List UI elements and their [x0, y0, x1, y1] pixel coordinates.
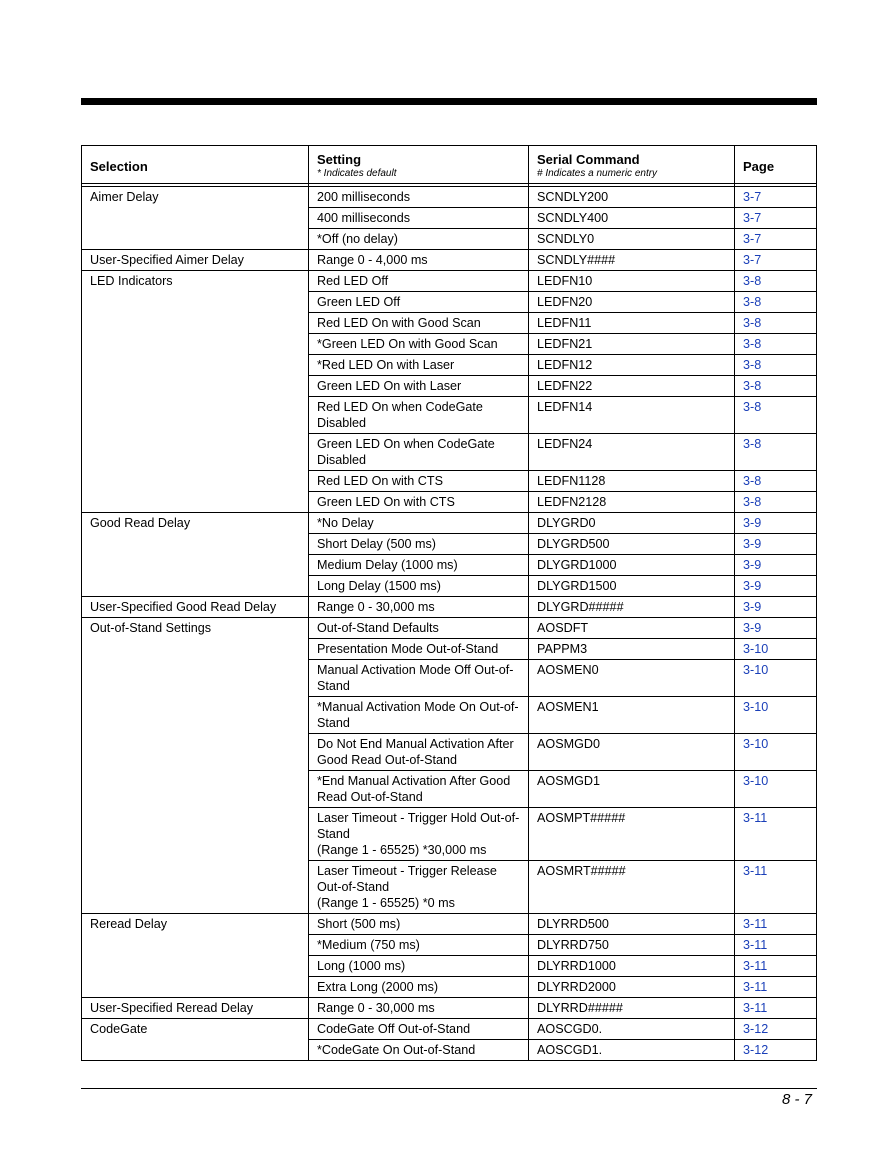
serial-command-cell: LEDFN20: [529, 292, 735, 313]
table-row: [82, 334, 817, 355]
setting-range-text: (Range 1 - 65525) *0 ms: [317, 896, 455, 910]
page-link[interactable]: 3-8: [743, 295, 762, 309]
page-link[interactable]: 3-8: [743, 379, 762, 393]
setting-text: Laser Timeout - Trigger Release Out-of-Stand: [317, 864, 497, 894]
selection-cell: [82, 534, 309, 555]
setting-cell: [309, 734, 529, 771]
page-cell: [735, 355, 817, 376]
setting-text: Red LED Off: [317, 274, 389, 288]
setting-text: *Red LED On with Laser: [317, 358, 455, 372]
setting-text: Red LED On with Good Scan: [317, 316, 481, 330]
setting-cell: [309, 376, 529, 397]
serial-command-cell: LEDFN10: [529, 271, 735, 292]
serial-command-cell: DLYRRD2000: [529, 977, 735, 998]
setting-text: Green LED Off: [317, 295, 401, 309]
setting-text: Long (1000 ms): [317, 959, 406, 973]
setting-cell: [309, 292, 529, 313]
page-cell: [735, 434, 817, 471]
table-row: [82, 771, 817, 808]
setting-cell: [309, 771, 529, 808]
page-cell: [735, 271, 817, 292]
serial-command-cell: DLYGRD1000: [529, 555, 735, 576]
serial-command-cell: AOSCGD1.: [529, 1040, 735, 1061]
table-row: [82, 376, 817, 397]
col-header-page: Page: [735, 146, 817, 184]
footer-rule: [81, 1088, 817, 1089]
page-link[interactable]: 3-11: [743, 864, 768, 878]
page-cell: [735, 555, 817, 576]
selection-cell: [82, 771, 309, 808]
page-cell: [735, 397, 817, 434]
page-link[interactable]: 3-11: [743, 1001, 768, 1015]
header-rule: [81, 98, 817, 105]
setting-cell: [309, 808, 529, 861]
page-link[interactable]: 3-7: [743, 232, 762, 246]
serial-command-cell: LEDFN22: [529, 376, 735, 397]
table-row: [82, 1019, 817, 1040]
setting-cell: [309, 187, 529, 208]
setting-text: Green LED On with Laser: [317, 379, 462, 393]
page-cell: [735, 334, 817, 355]
selection-cell: [82, 861, 309, 914]
page-cell: [735, 597, 817, 618]
selection-cell: Reread Delay: [82, 914, 309, 935]
page-link[interactable]: 3-9: [743, 537, 762, 551]
selection-cell: [82, 434, 309, 471]
selection-cell: [82, 208, 309, 229]
page-cell: [735, 492, 817, 513]
selection-cell: Out-of-Stand Settings: [82, 618, 309, 639]
table-row: [82, 660, 817, 697]
page-cell: [735, 734, 817, 771]
table-row: [82, 208, 817, 229]
page-link[interactable]: 3-11: [743, 959, 768, 973]
selection-cell: [82, 576, 309, 597]
col-header-selection: Selection: [82, 146, 309, 184]
page-link[interactable]: 3-8: [743, 400, 762, 414]
setting-text: Short Delay (500 ms): [317, 537, 436, 551]
selection-cell: [82, 639, 309, 660]
setting-text: Presentation Mode Out-of-Stand: [317, 642, 499, 656]
table-row: [82, 639, 817, 660]
setting-text: *Manual Activation Mode On Out-of-Stand: [317, 700, 519, 730]
table-row: [82, 355, 817, 376]
selection-cell: [82, 397, 309, 434]
table-row: [82, 956, 817, 977]
serial-command-cell: DLYGRD#####: [529, 597, 735, 618]
serial-command-cell: LEDFN14: [529, 397, 735, 434]
table-row: [82, 271, 817, 292]
serial-command-cell: LEDFN2128: [529, 492, 735, 513]
page-link[interactable]: 3-10: [743, 774, 769, 788]
page-cell: [735, 576, 817, 597]
serial-command-cell: AOSDFT: [529, 618, 735, 639]
selection-cell: [82, 935, 309, 956]
table-row: [82, 434, 817, 471]
page-cell: [735, 292, 817, 313]
setting-cell: [309, 639, 529, 660]
serial-command-cell: LEDFN21: [529, 334, 735, 355]
page-link[interactable]: 3-8: [743, 474, 762, 488]
setting-cell: [309, 434, 529, 471]
serial-command-cell: AOSCGD0.: [529, 1019, 735, 1040]
selection-cell: [82, 334, 309, 355]
serial-command-cell: SCNDLY####: [529, 250, 735, 271]
setting-cell: [309, 660, 529, 697]
page-link[interactable]: 3-11: [743, 980, 768, 994]
page-link[interactable]: 3-12: [743, 1022, 769, 1036]
selection-cell: Good Read Delay: [82, 513, 309, 534]
page-link[interactable]: 3-9: [743, 558, 762, 572]
table-row: [82, 697, 817, 734]
serial-command-cell: SCNDLY0: [529, 229, 735, 250]
table-row: [82, 313, 817, 334]
setting-cell: [309, 956, 529, 977]
page-link[interactable]: 3-9: [743, 516, 762, 530]
selection-cell: Aimer Delay: [82, 187, 309, 208]
selection-cell: [82, 492, 309, 513]
setting-cell: [309, 513, 529, 534]
setting-text: Range 0 - 30,000 ms: [317, 600, 435, 614]
serial-command-cell: AOSMRT#####: [529, 861, 735, 914]
page-cell: [735, 771, 817, 808]
table-row: [82, 977, 817, 998]
page-cell: [735, 660, 817, 697]
table-row: [82, 534, 817, 555]
setting-cell: [309, 534, 529, 555]
serial-command-cell: PAPPM3: [529, 639, 735, 660]
serial-command-cell: DLYGRD500: [529, 534, 735, 555]
serial-command-cell: LEDFN12: [529, 355, 735, 376]
page-cell: [735, 956, 817, 977]
page-link[interactable]: 3-11: [743, 811, 768, 825]
page-cell: [735, 914, 817, 935]
table-row: [82, 998, 817, 1019]
selection-cell: User-Specified Reread Delay: [82, 998, 309, 1019]
serial-command-cell: LEDFN24: [529, 434, 735, 471]
setting-text: Red LED On with CTS: [317, 474, 443, 488]
page-link[interactable]: 3-8: [743, 274, 762, 288]
serial-note: # Indicates a numeric entry: [537, 168, 658, 179]
selection-cell: User-Specified Good Read Delay: [82, 597, 309, 618]
table-row: [82, 861, 817, 914]
table-row: [82, 397, 817, 434]
serial-command-cell: AOSMGD1: [529, 771, 735, 808]
page-cell: [735, 861, 817, 914]
page-link[interactable]: 3-10: [743, 700, 769, 714]
serial-command-cell: DLYRRD500: [529, 914, 735, 935]
page-cell: [735, 1019, 817, 1040]
table-row: [82, 597, 817, 618]
setting-text: *Green LED On with Good Scan: [317, 337, 498, 351]
table-row: [82, 808, 817, 861]
selection-cell: [82, 292, 309, 313]
setting-text: CodeGate Off Out-of-Stand: [317, 1022, 471, 1036]
setting-text: *CodeGate On Out-of-Stand: [317, 1043, 476, 1057]
selection-cell: LED Indicators: [82, 271, 309, 292]
setting-cell: [309, 355, 529, 376]
page-cell: [735, 250, 817, 271]
selection-cell: [82, 555, 309, 576]
selection-cell: [82, 313, 309, 334]
setting-text: Green LED On with CTS: [317, 495, 455, 509]
selection-cell: [82, 471, 309, 492]
selection-cell: [82, 808, 309, 861]
setting-cell: [309, 397, 529, 434]
serial-command-cell: DLYRRD1000: [529, 956, 735, 977]
setting-cell: [309, 861, 529, 914]
table-row: [82, 1040, 817, 1061]
page-cell: [735, 808, 817, 861]
serial-command-table: [81, 145, 817, 1061]
setting-text: 200 milliseconds: [317, 190, 411, 204]
page-cell: [735, 313, 817, 334]
setting-cell: [309, 998, 529, 1019]
setting-text: Green LED On when CodeGate Disabled: [317, 437, 495, 467]
setting-text: Out-of-Stand Defaults: [317, 621, 439, 635]
page-link[interactable]: 3-11: [743, 938, 768, 952]
setting-cell: [309, 935, 529, 956]
setting-text: *Medium (750 ms): [317, 938, 420, 952]
page-link[interactable]: 3-7: [743, 190, 762, 204]
table-row: [82, 935, 817, 956]
page-link[interactable]: 3-9: [743, 579, 762, 593]
selection-cell: [82, 956, 309, 977]
setting-cell: [309, 977, 529, 998]
table-row: [82, 250, 817, 271]
setting-text: Red LED On when CodeGate Disabled: [317, 400, 483, 430]
setting-cell: [309, 597, 529, 618]
setting-text: Manual Activation Mode Off Out-of-Stand: [317, 663, 514, 693]
page-cell: [735, 513, 817, 534]
col-header-serial-command: Serial Command # Indicates a numeric entry: [529, 146, 735, 184]
table-row: [82, 492, 817, 513]
selection-cell: [82, 697, 309, 734]
table-row: [82, 555, 817, 576]
table-row: [82, 513, 817, 534]
setting-text: Do Not End Manual Activation After Good Read Out-of-Stand: [317, 737, 514, 767]
table-row: [82, 292, 817, 313]
page-cell: [735, 998, 817, 1019]
selection-cell: [82, 977, 309, 998]
page-link[interactable]: 3-8: [743, 358, 762, 372]
selection-cell: User-Specified Aimer Delay: [82, 250, 309, 271]
table-row: [82, 914, 817, 935]
setting-cell: [309, 229, 529, 250]
serial-command-cell: DLYRRD750: [529, 935, 735, 956]
serial-command-cell: AOSMEN1: [529, 697, 735, 734]
setting-cell: [309, 1019, 529, 1040]
page-link[interactable]: 3-7: [743, 253, 762, 267]
setting-cell: [309, 914, 529, 935]
page-cell: [735, 977, 817, 998]
page-cell: [735, 618, 817, 639]
table-row: [82, 618, 817, 639]
selection-cell: [82, 376, 309, 397]
setting-cell: [309, 618, 529, 639]
setting-cell: [309, 697, 529, 734]
setting-text: Medium Delay (1000 ms): [317, 558, 458, 572]
page-link[interactable]: 3-9: [743, 621, 762, 635]
page-cell: [735, 534, 817, 555]
page-cell: [735, 935, 817, 956]
command-table-container: [81, 145, 816, 1061]
col-header-setting: Setting * Indicates default: [309, 146, 529, 184]
table-row: [82, 471, 817, 492]
table-row: [82, 734, 817, 771]
page-link[interactable]: 3-8: [743, 437, 762, 451]
setting-cell: [309, 576, 529, 597]
serial-command-cell: LEDFN1128: [529, 471, 735, 492]
serial-command-cell: DLYRRD#####: [529, 998, 735, 1019]
page-link[interactable]: 3-8: [743, 316, 762, 330]
serial-command-cell: DLYGRD0: [529, 513, 735, 534]
page-link[interactable]: 3-8: [743, 337, 762, 351]
setting-cell: [309, 492, 529, 513]
page-number: 8 - 7: [781, 1091, 812, 1108]
page-link[interactable]: 3-8: [743, 495, 762, 509]
page-cell: [735, 471, 817, 492]
table-row: [82, 576, 817, 597]
setting-range-text: (Range 1 - 65525) *30,000 ms: [317, 843, 487, 857]
setting-text: *Off (no delay): [317, 232, 398, 246]
page-link[interactable]: 3-10: [743, 663, 769, 677]
setting-note: * Indicates default: [317, 168, 397, 179]
setting-text: *End Manual Activation After Good Read Out-of-Stand: [317, 774, 511, 804]
setting-cell: [309, 555, 529, 576]
serial-command-cell: SCNDLY200: [529, 187, 735, 208]
setting-text: Short (500 ms): [317, 917, 401, 931]
setting-text: Long Delay (1500 ms): [317, 579, 441, 593]
selection-cell: [82, 355, 309, 376]
page-link[interactable]: 3-12: [743, 1043, 769, 1057]
selection-cell: [82, 660, 309, 697]
page-cell: [735, 208, 817, 229]
serial-command-cell: LEDFN11: [529, 313, 735, 334]
selection-cell: CodeGate: [82, 1019, 309, 1040]
serial-command-cell: AOSMGD0: [529, 734, 735, 771]
setting-cell: [309, 250, 529, 271]
table-header-row: [82, 146, 817, 184]
table-row: [82, 187, 817, 208]
serial-command-cell: SCNDLY400: [529, 208, 735, 229]
setting-cell: [309, 208, 529, 229]
page-cell: [735, 229, 817, 250]
page-link[interactable]: 3-9: [743, 600, 762, 614]
page-cell: [735, 187, 817, 208]
page-link[interactable]: 3-10: [743, 737, 769, 751]
setting-text: Extra Long (2000 ms): [317, 980, 439, 994]
page-cell: [735, 376, 817, 397]
serial-command-cell: DLYGRD1500: [529, 576, 735, 597]
page-link[interactable]: 3-10: [743, 642, 769, 656]
setting-cell: [309, 313, 529, 334]
setting-cell: [309, 271, 529, 292]
page-cell: [735, 697, 817, 734]
setting-text: *No Delay: [317, 516, 374, 530]
page-link[interactable]: 3-11: [743, 917, 768, 931]
selection-cell: [82, 734, 309, 771]
selection-cell: [82, 229, 309, 250]
setting-text: Range 0 - 4,000 ms: [317, 253, 428, 267]
setting-cell: [309, 334, 529, 355]
table-row: [82, 229, 817, 250]
serial-command-cell: AOSMEN0: [529, 660, 735, 697]
setting-text: Laser Timeout - Trigger Hold Out-of-Stand: [317, 811, 520, 841]
table-body: [82, 187, 817, 1061]
page-cell: [735, 1040, 817, 1061]
page-link[interactable]: 3-7: [743, 211, 762, 225]
selection-cell: [82, 1040, 309, 1061]
setting-cell: [309, 471, 529, 492]
serial-command-cell: AOSMPT#####: [529, 808, 735, 861]
setting-cell: [309, 1040, 529, 1061]
setting-text: Range 0 - 30,000 ms: [317, 1001, 435, 1015]
page-cell: [735, 639, 817, 660]
setting-text: 400 milliseconds: [317, 211, 411, 225]
